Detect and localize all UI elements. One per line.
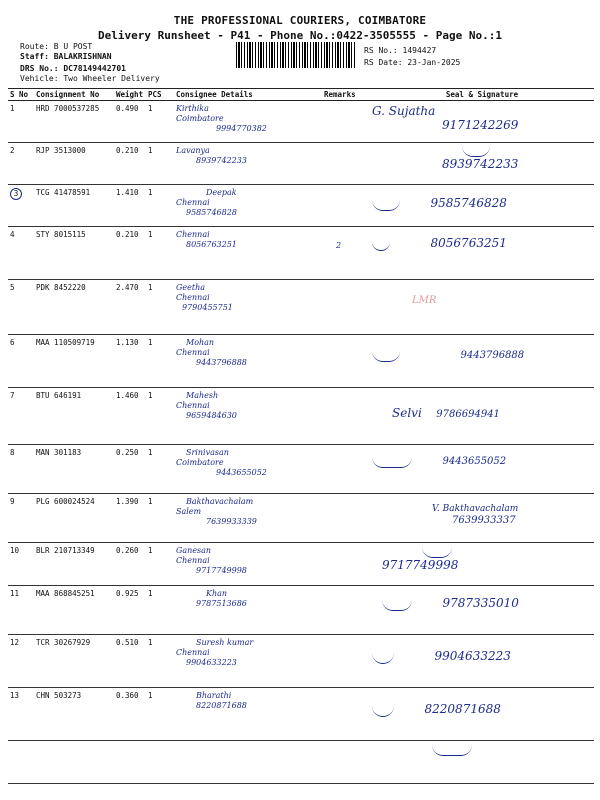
consignee-phone: 8056763251 — [186, 240, 237, 249]
table-row — [8, 227, 594, 280]
row-remarks — [322, 143, 370, 185]
consignee-cell — [174, 494, 322, 543]
route-label: Route: B U POST — [20, 42, 93, 51]
row-weight: 1.410 — [114, 185, 146, 227]
consignee-cell — [174, 445, 322, 494]
consignee-cell — [174, 688, 322, 741]
row-remarks — [322, 586, 370, 635]
consignee-place: Chennai — [176, 348, 210, 357]
consignee-cell — [174, 280, 322, 335]
consignee-phone: 9585746828 — [186, 208, 237, 217]
row-sno: 11 — [8, 586, 34, 635]
table-row — [8, 741, 594, 784]
table-row — [8, 185, 594, 227]
row-weight: 0.360 — [114, 688, 146, 741]
row-weight: 0.210 — [114, 143, 146, 185]
row-remarks — [322, 101, 370, 143]
row-pcs: 1 — [146, 494, 174, 543]
row-weight: 0.510 — [114, 635, 146, 688]
signature-phone: 9171242269 — [442, 118, 519, 132]
signature-cell — [370, 227, 594, 280]
consignee-name: Lavanya — [176, 146, 210, 155]
row-consignment: TCG 41478591 — [34, 185, 114, 227]
row-consignment: MAA 868845251 — [34, 586, 114, 635]
signature-phone: 9585746828 — [430, 196, 507, 210]
signature-phone: 9786694941 — [436, 409, 500, 420]
consignee-cell — [174, 101, 322, 143]
consignee-place: Chennai — [176, 401, 210, 410]
row-weight: 0.210 — [114, 227, 146, 280]
consignee-name: Bharathi — [196, 691, 232, 700]
table-row — [8, 543, 594, 586]
signature-scribble — [372, 653, 394, 664]
consignee-name: Mohan — [186, 338, 215, 347]
row-weight: 1.130 — [114, 335, 146, 388]
signature-text: Selvi — [392, 406, 422, 420]
rs-number: RS No.: 1494427 — [364, 46, 437, 55]
signature-scribble — [422, 547, 452, 558]
signature-scribble — [372, 240, 390, 251]
row-consignment: MAN 301183 — [34, 445, 114, 494]
consignee-phone: 8939742233 — [196, 156, 247, 165]
drs-label: DRS No.: DC78149442701 — [20, 64, 126, 73]
consignee-cell — [174, 143, 322, 185]
row-consignment: PDK 8452220 — [34, 280, 114, 335]
consignee-place: Chennai — [176, 198, 210, 207]
row-consignment: CHN 503273 — [34, 688, 114, 741]
consignee-name: Srinivasan — [186, 448, 229, 457]
signature-scribble — [372, 457, 412, 468]
signature-cell — [370, 185, 594, 227]
consignee-phone: 9790455751 — [182, 303, 233, 312]
signature-scribble — [372, 200, 400, 211]
consignee-name: Bakthavachalam — [186, 497, 254, 506]
table-header-row — [8, 89, 594, 101]
consignee-cell — [174, 635, 322, 688]
row-sno: 7 — [8, 388, 34, 445]
row-sno: 13 — [8, 688, 34, 741]
consignee-place: Chennai — [176, 293, 210, 302]
consignee-cell — [174, 543, 322, 586]
row-consignment: RJP 3513000 — [34, 143, 114, 185]
signature-scribble — [372, 351, 400, 362]
table-row — [8, 388, 594, 445]
signature-phone: 9904633223 — [434, 649, 511, 663]
row-sno: 4 — [8, 227, 34, 280]
row-sno — [8, 185, 34, 227]
consignee-phone: 9717749998 — [196, 566, 247, 575]
signature-phone: 9443655052 — [442, 456, 507, 467]
row-remarks — [322, 185, 370, 227]
signature-cell — [370, 280, 594, 335]
consignee-name: Khan — [206, 589, 228, 598]
table-row — [8, 335, 594, 388]
col-signature: Seal & Signature — [370, 89, 594, 101]
row-sno: 10 — [8, 543, 34, 586]
row-pcs: 1 — [146, 335, 174, 388]
signature-phone: 8056763251 — [430, 236, 507, 250]
consignee-cell — [174, 185, 322, 227]
consignee-phone: 8220871688 — [196, 701, 247, 710]
row-remarks — [322, 280, 370, 335]
signature-cell — [370, 688, 594, 741]
consignee-name: Kirthika — [176, 104, 209, 113]
row-sno: 8 — [8, 445, 34, 494]
row-weight — [114, 741, 146, 784]
row-remarks — [322, 688, 370, 741]
row-sno: 5 — [8, 280, 34, 335]
consignee-phone: 9787513686 — [196, 599, 247, 608]
row-consignment — [34, 741, 114, 784]
row-consignment: BLR 210713349 — [34, 543, 114, 586]
barcode — [236, 42, 356, 68]
signature-cell — [370, 741, 594, 784]
consignee-place: Salem — [176, 507, 202, 516]
consignee-place: Chennai — [176, 230, 210, 239]
signature-cell — [370, 335, 594, 388]
row-remarks — [322, 335, 370, 388]
row-weight: 0.250 — [114, 445, 146, 494]
row-consignment: HRD 7000537285 — [34, 101, 114, 143]
row-sno: 9 — [8, 494, 34, 543]
rs-date: RS Date: 23-Jan-2025 — [364, 58, 461, 67]
signature-phone: 8220871688 — [424, 702, 501, 716]
row-pcs: 1 — [146, 388, 174, 445]
consignee-cell — [174, 586, 322, 635]
table-row — [8, 445, 594, 494]
consignee-name: Deepak — [206, 188, 237, 197]
row-consignment: PLG 600024524 — [34, 494, 114, 543]
row-consignment: BTU 646191 — [34, 388, 114, 445]
signature-cell — [370, 143, 594, 185]
runsheet-table — [8, 88, 594, 784]
col-remarks: Remarks — [322, 89, 370, 101]
row-remarks — [322, 635, 370, 688]
row-remarks — [322, 741, 370, 784]
table-row — [8, 586, 594, 635]
consignee-cell — [174, 335, 322, 388]
runsheet-title: THE PROFESSIONAL COURIERS, COIMBATORE — [173, 14, 427, 27]
row-pcs: 1 — [146, 543, 174, 586]
signature-cell — [370, 635, 594, 688]
row-sno: 2 — [8, 143, 34, 185]
row-pcs: 1 — [146, 185, 174, 227]
runsheet-subtitle: Delivery Runsheet - P41 - Phone No.:0422-3505555 - Page No.:1 — [98, 29, 502, 42]
row-remarks — [322, 543, 370, 586]
col-sno: S No — [8, 89, 34, 101]
signature-phone: 7639933337 — [452, 515, 516, 526]
consignee-phone: 9443796888 — [196, 358, 247, 367]
signature-cell — [370, 388, 594, 445]
table-row — [8, 688, 594, 741]
vehicle-label: Vehicle: Two Wheeler Delivery — [20, 74, 160, 83]
row-pcs: 1 — [146, 586, 174, 635]
consignee-name: Ganesan — [176, 546, 212, 555]
signature-text: G. Sujatha — [372, 104, 436, 118]
table-row — [8, 494, 594, 543]
signature-cell — [370, 586, 594, 635]
row-sno-circled: 3 — [10, 188, 22, 200]
row-remarks — [322, 388, 370, 445]
consignee-cell — [174, 227, 322, 280]
signature-cell — [370, 445, 594, 494]
row-pcs: 1 — [146, 143, 174, 185]
row-pcs: 1 — [146, 688, 174, 741]
col-pcs: PCS — [146, 89, 174, 101]
consignee-phone: 9659484630 — [186, 411, 237, 420]
row-pcs: 1 — [146, 635, 174, 688]
signature-phone: 8939742233 — [442, 157, 519, 171]
table-row — [8, 101, 594, 143]
consignee-name: Geetha — [176, 283, 205, 292]
row-remarks — [322, 494, 370, 543]
consignee-name: Suresh kumar — [196, 638, 254, 647]
signature-cell — [370, 101, 594, 143]
row-sno: 1 — [8, 101, 34, 143]
consignee-phone: 7639933339 — [206, 517, 257, 526]
signature-scribble — [372, 706, 394, 717]
row-sno — [8, 741, 34, 784]
row-consignment: MAA 110509719 — [34, 335, 114, 388]
consignee-phone: 9904633223 — [186, 658, 237, 667]
consignee-cell — [174, 388, 322, 445]
table-row — [8, 635, 594, 688]
row-weight: 1.390 — [114, 494, 146, 543]
row-weight: 1.460 — [114, 388, 146, 445]
row-pcs — [146, 741, 174, 784]
consignee-place: Coimbatore — [176, 114, 224, 123]
signature-text: V. Bakthavachalam — [432, 504, 519, 514]
signature-scribble — [382, 600, 412, 611]
consignee-phone: 9994770382 — [216, 124, 267, 133]
row-weight: 0.260 — [114, 543, 146, 586]
row-pcs: 1 — [146, 280, 174, 335]
staff-label: Staff: BALAKRISHNAN — [20, 52, 112, 61]
row-consignment: STY 8015115 — [34, 227, 114, 280]
signature-cell — [370, 494, 594, 543]
signature-phone: 9787335010 — [442, 596, 519, 610]
table-row — [8, 143, 594, 185]
consignee-place: Chennai — [176, 556, 210, 565]
consignee-place: Coimbatore — [176, 458, 224, 467]
row-pcs: 1 — [146, 227, 174, 280]
col-weight: Weight — [114, 89, 146, 101]
row-weight: 2.470 — [114, 280, 146, 335]
signature-cell — [370, 543, 594, 586]
consignee-name: Mahesh — [186, 391, 219, 400]
signature-scribble — [432, 745, 472, 756]
col-consignee: Consignee Details — [174, 89, 322, 101]
consignee-place: Chennai — [176, 648, 210, 657]
row-remarks — [322, 227, 370, 280]
signature-scribble — [462, 146, 490, 157]
consignee-phone: 9443655052 — [216, 468, 267, 477]
consignee-cell — [174, 741, 322, 784]
col-consignment: Consignment No — [34, 89, 114, 101]
row-remarks — [322, 445, 370, 494]
signature-note: LMR — [412, 295, 437, 306]
row-pcs: 1 — [146, 445, 174, 494]
row-consignment: TCR 30267929 — [34, 635, 114, 688]
signature-phone: 9717749998 — [382, 558, 459, 572]
signature-phone: 9443796888 — [460, 350, 525, 361]
row-sno: 12 — [8, 635, 34, 688]
row-weight: 0.490 — [114, 101, 146, 143]
remark-mark: 2 — [336, 241, 342, 250]
row-weight: 0.925 — [114, 586, 146, 635]
row-pcs: 1 — [146, 101, 174, 143]
row-sno: 6 — [8, 335, 34, 388]
table-row — [8, 280, 594, 335]
